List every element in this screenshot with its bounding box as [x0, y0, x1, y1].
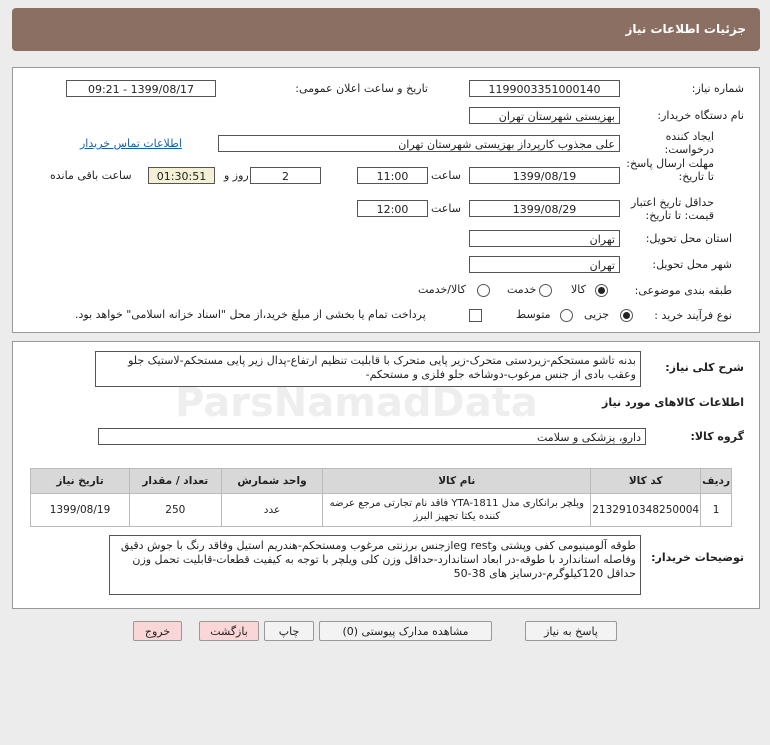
reply-button[interactable]: پاسخ به نیاز [525, 621, 617, 641]
table-row [31, 494, 732, 527]
cell-quantity: 250 [130, 494, 222, 527]
summary-label: شرح کلی نیاز: [665, 361, 744, 374]
city-label: شهر محل تحویل: [652, 258, 732, 271]
category-option-goods: کالا [571, 283, 586, 296]
creator-label-2: درخواست: [664, 143, 714, 156]
reply-time-label: ساعت [431, 169, 461, 182]
col-date: تاریخ نیاز [31, 469, 130, 494]
need-number-label: شماره نیاز: [691, 82, 744, 95]
buyer-contact-link[interactable]: اطلاعات تماس خریدار [80, 137, 182, 150]
process-option-medium: متوسط [516, 308, 551, 321]
col-name: نام کالا [323, 469, 591, 494]
reply-date-field: 1399/08/19 [469, 167, 620, 184]
buyer-notes-text: طوقه آلومینیومی کفی وپشتی وleg restزجنس برزنتی مرغوب ومستحکم-هندریم استیل وفاقد رنگ با جوش دقیق وفاصله استاندارد با طوقه-در ابعاد استاندارد-حداقل وزن کلی ویلچر با توجه به کیفیت قطعات-قابلیت تحمل وزن حداقل 120کیلوگرم-درسایز های 38-50 [109, 535, 641, 595]
goods-table [30, 468, 732, 527]
cell-code: 2132910348250004 [591, 494, 701, 527]
category-label: طبقه بندی موضوعی: [634, 284, 732, 297]
category-option-service: خدمت [507, 283, 537, 296]
exit-button[interactable]: خروج [133, 621, 182, 641]
remaining-label: ساعت باقی مانده [50, 169, 132, 182]
validity-label-2: قیمت: تا تاریخ: [645, 209, 714, 222]
validity-date-field: 1399/08/29 [469, 200, 620, 217]
process-label: نوع فرآیند خرید : [654, 309, 732, 322]
attachments-button[interactable]: مشاهده مدارک پیوستی (0) [319, 621, 492, 641]
col-row: ردیف [701, 469, 732, 494]
announce-field: 1399/08/17 - 09:21 [66, 80, 216, 97]
province-label: استان محل تحویل: [645, 232, 732, 245]
days-field: 2 [250, 167, 321, 184]
category-radio-goods[interactable] [595, 284, 608, 297]
validity-time-label: ساعت [431, 202, 461, 215]
category-radio-both[interactable] [477, 284, 490, 297]
treasury-checkbox[interactable] [469, 309, 482, 322]
watermark-logo: ParsNamadData [175, 380, 538, 426]
col-code: کد کالا [591, 469, 701, 494]
process-option-minor: جزیی [584, 308, 610, 321]
process-radio-medium[interactable] [560, 309, 573, 322]
reply-deadline-label-1: مهلت ارسال پاسخ: [626, 157, 714, 170]
goods-group-label: گروه کالا: [690, 430, 744, 443]
cell-row: 1 [701, 494, 732, 527]
creator-field: علی مجذوب کارپرداز بهزیستی شهرستان تهران [218, 135, 620, 152]
reply-deadline-label-2: تا تاریخ: [678, 170, 714, 183]
category-radio-service[interactable] [539, 284, 552, 297]
summary-text: بدنه تاشو مستحکم-زیردستی متحرک-زیر پایی متحرک با قابلیت تنظیم ارتفاع-پدال زیر پایی مستحکم-لاستیک جلو وعقب بادی از جنس مرغوب-دوشاخه جلو فلزی و مستحکم- [95, 351, 641, 387]
announce-label: تاریخ و ساعت اعلان عمومی: [295, 82, 428, 95]
cell-name: ویلچر برانکاری مدل YTA-1811 فاقد نام تجارتی مرجع عرضه کننده یکتا تجهیز البرز [323, 494, 591, 527]
remaining-time-field: 01:30:51 [148, 167, 215, 184]
page-header [12, 8, 760, 51]
validity-time-field: 12:00 [357, 200, 428, 217]
need-number-field: 1199003351000140 [469, 80, 620, 97]
print-button[interactable]: چاپ [264, 621, 314, 641]
back-button[interactable]: بازگشت [199, 621, 259, 641]
province-field: تهران [469, 230, 620, 247]
reply-time-field: 11:00 [357, 167, 428, 184]
payment-note: پرداخت تمام یا بخشی از مبلغ خرید،از محل "اسناد خزانه اسلامی" خواهد بود. [75, 308, 426, 321]
cell-date: 1399/08/19 [31, 494, 130, 527]
goods-group-field: دارو، پزشکی و سلامت [98, 428, 646, 445]
goods-section-title: اطلاعات کالاهای مورد نیاز [602, 396, 744, 409]
page-title: جزئیات اطلاعات نیاز [625, 22, 746, 36]
col-unit: واحد شمارش [221, 469, 323, 494]
goods-table-header [31, 469, 732, 494]
validity-label-1: حداقل تاریخ اعتبار [630, 196, 714, 209]
buyer-field: بهزیستی شهرستان تهران [469, 107, 620, 124]
days-label: روز و [224, 169, 249, 182]
buyer-label: نام دستگاه خریدار: [657, 109, 744, 122]
city-field: تهران [469, 256, 620, 273]
cell-unit: عدد [221, 494, 323, 527]
process-radio-minor[interactable] [620, 309, 633, 322]
buyer-notes-label: توضیحات خریدار: [651, 551, 744, 564]
col-quantity: تعداد / مقدار [130, 469, 222, 494]
category-option-both: کالا/خدمت [418, 283, 466, 296]
creator-label-1: ایجاد کننده [665, 130, 714, 143]
